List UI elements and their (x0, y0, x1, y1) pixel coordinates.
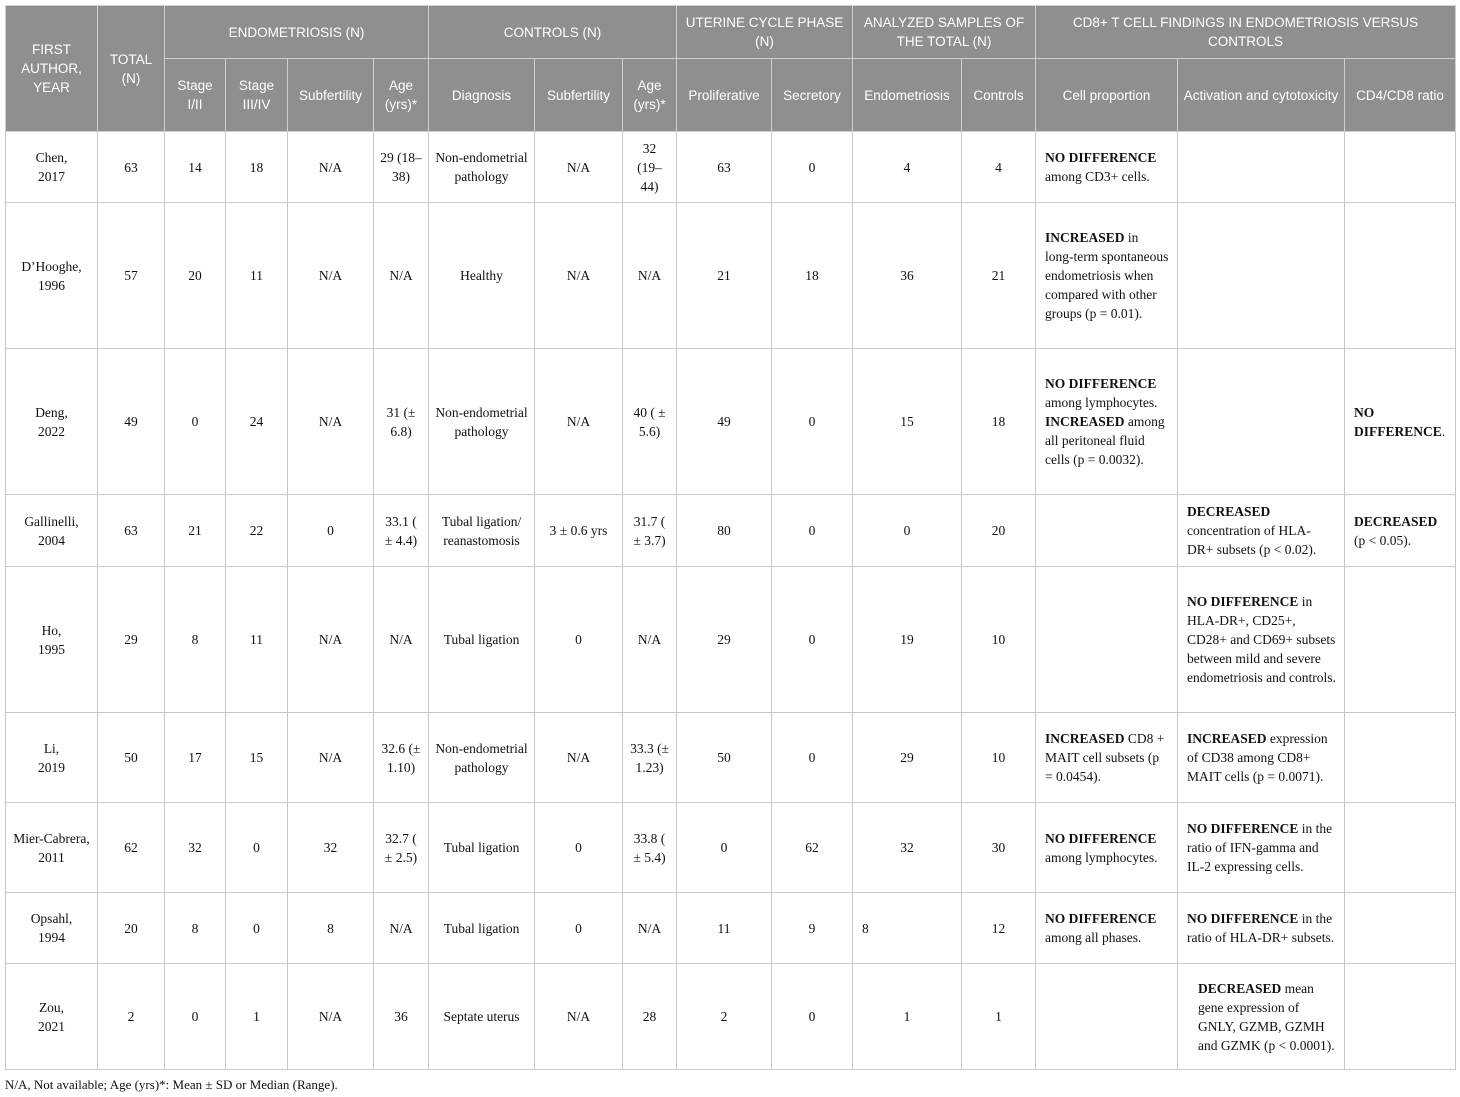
header-controls-subfertility: Subfertility (535, 59, 623, 132)
controls-subfertility-cell: N/A (535, 713, 623, 803)
total-cell: 50 (98, 713, 165, 803)
controls-subfertility-cell: 0 (535, 567, 623, 713)
year: 2004 (38, 532, 65, 548)
cell-proportion-cell (1036, 132, 1178, 203)
stage12-cell: 0 (165, 349, 226, 495)
year: 1996 (38, 277, 65, 293)
secretory-cell: 0 (772, 495, 853, 567)
author-year-cell (6, 349, 98, 495)
analyzed-controls-cell: 1 (962, 964, 1036, 1070)
age-cell: 32.6 (± 1.10) (374, 713, 429, 803)
age-cell: 29 (18–38) (374, 132, 429, 203)
ratio-cell (1345, 495, 1456, 567)
stage12-cell: 14 (165, 132, 226, 203)
finding-text: in the ratio of IFN-gamma and IL-2 expressing cells. (1187, 821, 1333, 874)
finding-text: mean gene expression of GNLY, GZMB, GZMH and GZMK (p < 0.0001). (1198, 980, 1335, 1053)
ratio-cell (1345, 713, 1456, 803)
table-row (6, 203, 1456, 349)
subfertility-cell: 32 (288, 803, 374, 893)
controls-subfertility-cell: N/A (535, 132, 623, 203)
ratio-cell (1345, 803, 1456, 893)
age-cell: 36 (374, 964, 429, 1070)
secretory-cell: 0 (772, 713, 853, 803)
analyzed-controls-cell: 10 (962, 713, 1036, 803)
author: Gallinelli, (24, 513, 79, 529)
proliferative-cell: 11 (677, 893, 772, 964)
author: Mier-Cabrera, (13, 830, 90, 846)
header-secretory: Secretory (772, 59, 853, 132)
finding-keyword: INCREASED (1187, 731, 1267, 746)
header-row-1 (6, 6, 1456, 59)
year: 2019 (38, 759, 65, 775)
stage34-cell: 0 (226, 893, 288, 964)
analyzed-endometriosis-cell: 8 (853, 893, 962, 964)
header-endometriosis: ENDOMETRIOSIS (N) (165, 6, 429, 59)
year: 2017 (38, 169, 65, 184)
year: 2011 (38, 849, 65, 865)
proliferative-cell: 63 (677, 132, 772, 203)
cell-proportion-cell (1036, 349, 1178, 495)
finding-text: in the ratio of HLA-DR+ subsets. (1187, 911, 1335, 945)
finding-text: among CD3+ cells. (1045, 169, 1150, 184)
activation-cell (1178, 713, 1345, 803)
finding-keyword: NO DIFFERENCE (1045, 150, 1157, 165)
header-cd4-cd8-ratio: CD4/CD8 ratio (1345, 59, 1456, 132)
cell-proportion-cell (1036, 495, 1178, 567)
activation-cell (1178, 349, 1345, 495)
author: D’Hooghe, (21, 258, 82, 274)
finding-text: CD8 + MAIT cell subsets (p = 0.0454). (1045, 731, 1165, 784)
total-cell: 2 (98, 964, 165, 1070)
analyzed-controls-cell: 10 (962, 567, 1036, 713)
proliferative-cell: 49 (677, 349, 772, 495)
cell-proportion-cell (1036, 803, 1178, 893)
stage12-cell: 17 (165, 713, 226, 803)
controls-subfertility-cell: N/A (535, 203, 623, 349)
total-cell: 29 (98, 567, 165, 713)
proliferative-cell: 2 (677, 964, 772, 1070)
stage34-cell: 15 (226, 713, 288, 803)
stage34-cell: 1 (226, 964, 288, 1070)
finding-text: (p < 0.05). (1354, 532, 1412, 548)
finding-text: among all peritoneal fluid cells (p = 0.0032). (1045, 414, 1165, 467)
age-cell: 31 (± 6.8) (374, 349, 429, 495)
activation-cell (1178, 132, 1345, 203)
subfertility-cell: 8 (288, 893, 374, 964)
author: Ho, (41, 622, 62, 638)
stage34-cell: 24 (226, 349, 288, 495)
analyzed-endometriosis-cell: 19 (853, 567, 962, 713)
stage34-cell: 18 (226, 132, 288, 203)
analyzed-controls-cell: 4 (962, 132, 1036, 203)
author-year-cell (6, 567, 98, 713)
header-cell-proportion: Cell proportion (1036, 59, 1178, 132)
proliferative-cell: 80 (677, 495, 772, 567)
header-subfertility: Subfertility (288, 59, 374, 132)
author: Zou, (38, 999, 65, 1015)
author-year-cell (6, 495, 98, 567)
total-cell: 62 (98, 803, 165, 893)
total-cell: 49 (98, 349, 165, 495)
year: 1994 (38, 930, 65, 945)
diagnosis-cell: Tubal ligation (429, 803, 535, 893)
cell-proportion-cell (1036, 567, 1178, 713)
header-cycle-phase: UTERINE CYCLE PHASE (N) (677, 6, 853, 59)
controls-age-cell: 31.7 ( ± 3.7) (623, 495, 677, 567)
ratio-cell (1345, 567, 1456, 713)
analyzed-endometriosis-cell: 32 (853, 803, 962, 893)
stage12-cell: 32 (165, 803, 226, 893)
header-author-year: FIRST AUTHOR, YEAR (6, 6, 98, 132)
diagnosis-cell: Septate uterus (429, 964, 535, 1070)
secretory-cell: 9 (772, 893, 853, 964)
author: Li, (43, 740, 60, 756)
finding-text: concentration of HLA-DR+ subsets (p < 0.02). (1187, 523, 1317, 557)
age-cell: N/A (374, 893, 429, 964)
author-year-cell (6, 713, 98, 803)
diagnosis-cell: Tubal ligation (429, 893, 535, 964)
activation-cell (1178, 893, 1345, 964)
author-year-cell (6, 132, 98, 203)
header-proliferative: Proliferative (677, 59, 772, 132)
year: 1995 (38, 641, 65, 657)
diagnosis-cell: Non-endometrial pathology (429, 713, 535, 803)
finding-keyword: NO DIFFERENCE (1045, 830, 1157, 846)
cell-proportion-cell (1036, 203, 1178, 349)
author: Deng, (35, 404, 68, 420)
subfertility-cell: 0 (288, 495, 374, 567)
secretory-cell: 0 (772, 132, 853, 203)
finding-keyword: NO DIFFERENCE (1187, 821, 1299, 836)
proliferative-cell: 50 (677, 713, 772, 803)
finding-keyword: INCREASED (1045, 731, 1125, 746)
ratio-cell (1345, 349, 1456, 495)
subfertility-cell: N/A (288, 349, 374, 495)
controls-age-cell: 40 ( ± 5.6) (623, 349, 677, 495)
activation-cell (1178, 495, 1345, 567)
header-age: Age (yrs)* (374, 59, 429, 132)
analyzed-endometriosis-cell: 15 (853, 349, 962, 495)
finding-text: . (1441, 423, 1446, 439)
analyzed-controls-cell: 18 (962, 349, 1036, 495)
subfertility-cell: N/A (288, 203, 374, 349)
stage34-cell: 11 (226, 567, 288, 713)
ratio-cell (1345, 964, 1456, 1070)
stage12-cell: 0 (165, 964, 226, 1070)
analyzed-endometriosis-cell: 1 (853, 964, 962, 1070)
header-stage-1-2: Stage I/II (165, 59, 226, 132)
diagnosis-cell: Healthy (429, 203, 535, 349)
table-row (6, 567, 1456, 713)
year: 2022 (38, 423, 65, 439)
secretory-cell: 0 (772, 349, 853, 495)
activation-cell (1178, 803, 1345, 893)
controls-subfertility-cell: N/A (535, 349, 623, 495)
secretory-cell: 62 (772, 803, 853, 893)
controls-subfertility-cell: 3 ± 0.6 yrs (535, 495, 623, 567)
controls-subfertility-cell: 0 (535, 803, 623, 893)
finding-text: among lymphocytes. (1045, 395, 1158, 410)
activation-cell (1178, 964, 1345, 1070)
finding-keyword: NO DIFFERENCE (1045, 376, 1157, 391)
cell-proportion-cell (1036, 893, 1178, 964)
finding-keyword: DECREASED (1198, 980, 1282, 996)
subfertility-cell: N/A (288, 132, 374, 203)
cell-proportion-cell (1036, 964, 1178, 1070)
age-cell: N/A (374, 567, 429, 713)
finding-text: among lymphocytes. (1045, 849, 1158, 865)
secretory-cell: 0 (772, 567, 853, 713)
header-controls-age: Age (yrs)* (623, 59, 677, 132)
controls-subfertility-cell: 0 (535, 893, 623, 964)
finding-keyword: INCREASED (1045, 414, 1125, 429)
finding-text: in HLA-DR+, CD25+, CD28+ and CD69+ subsets between mild and severe endometriosis and controls. (1187, 594, 1336, 685)
study-table (5, 5, 1456, 1070)
author-year-cell (6, 964, 98, 1070)
finding-text: among all phases. (1045, 930, 1142, 945)
header-analyzed-samples: ANALYZED SAMPLES OF THE TOTAL (N) (853, 6, 1036, 59)
header-total: TOTAL (N) (98, 6, 165, 132)
finding-keyword: DECREASED (1187, 504, 1271, 519)
age-cell: 33.1 ( ± 4.4) (374, 495, 429, 567)
controls-subfertility-cell: N/A (535, 964, 623, 1070)
subfertility-cell: N/A (288, 567, 374, 713)
table-row (6, 132, 1456, 203)
table-row (6, 964, 1456, 1070)
age-cell: N/A (374, 203, 429, 349)
analyzed-endometriosis-cell: 36 (853, 203, 962, 349)
stage12-cell: 8 (165, 893, 226, 964)
diagnosis-cell: Tubal ligation/ reanastomosis (429, 495, 535, 567)
stage34-cell: 22 (226, 495, 288, 567)
stage12-cell: 20 (165, 203, 226, 349)
finding-keyword: NO DIFFERENCE (1045, 911, 1157, 926)
finding-keyword: INCREASED (1045, 230, 1125, 245)
author-year-cell (6, 893, 98, 964)
finding-keyword: DECREASED (1354, 513, 1438, 529)
table-row (6, 495, 1456, 567)
stage34-cell: 11 (226, 203, 288, 349)
table-row (6, 713, 1456, 803)
total-cell: 63 (98, 132, 165, 203)
header-controls: CONTROLS (N) (429, 6, 677, 59)
finding-text: expression of CD38 among CD8+ MAIT cells (p = 0.0071). (1187, 731, 1328, 784)
header-stage-3-4: Stage III/IV (226, 59, 288, 132)
proliferative-cell: 0 (677, 803, 772, 893)
cell-proportion-cell (1036, 713, 1178, 803)
finding-keyword: NO DIFFERENCE (1187, 594, 1299, 609)
controls-age-cell: 28 (623, 964, 677, 1070)
controls-age-cell: 33.8 ( ± 5.4) (623, 803, 677, 893)
diagnosis-cell: Non-endometrial pathology (429, 132, 535, 203)
controls-age-cell: 32 (19–44) (623, 132, 677, 203)
ratio-cell (1345, 203, 1456, 349)
subfertility-cell: N/A (288, 713, 374, 803)
header-analyzed-endometriosis: Endometriosis (853, 59, 962, 132)
controls-age-cell: N/A (623, 203, 677, 349)
diagnosis-cell: Non-endometrial pathology (429, 349, 535, 495)
year: 2021 (38, 1018, 65, 1034)
controls-age-cell: N/A (623, 567, 677, 713)
analyzed-endometriosis-cell: 4 (853, 132, 962, 203)
ratio-cell (1345, 132, 1456, 203)
stage12-cell: 21 (165, 495, 226, 567)
author-year-cell (6, 803, 98, 893)
diagnosis-cell: Tubal ligation (429, 567, 535, 713)
finding-keyword: NO DIFFERENCE (1187, 911, 1299, 926)
table-row (6, 893, 1456, 964)
total-cell: 63 (98, 495, 165, 567)
controls-age-cell: 33.3 (± 1.23) (623, 713, 677, 803)
finding-keyword: NO DIFFERENCE (1354, 404, 1442, 439)
header-findings: CD8+ T CELL FINDINGS IN ENDOMETRIOSIS VERSUS CONTROLS (1036, 6, 1456, 59)
author: Chen, (35, 150, 68, 165)
analyzed-controls-cell: 21 (962, 203, 1036, 349)
author: Opsahl, (30, 911, 73, 926)
header-diagnosis: Diagnosis (429, 59, 535, 132)
proliferative-cell: 29 (677, 567, 772, 713)
subfertility-cell: N/A (288, 964, 374, 1070)
table-row (6, 349, 1456, 495)
age-cell: 32.7 ( ± 2.5) (374, 803, 429, 893)
ratio-cell (1345, 893, 1456, 964)
author-year-cell (6, 203, 98, 349)
analyzed-controls-cell: 20 (962, 495, 1036, 567)
analyzed-controls-cell: 30 (962, 803, 1036, 893)
analyzed-endometriosis-cell: 29 (853, 713, 962, 803)
table-footnote: N/A, Not available; Age (yrs)*: Mean ± SD or Median (Range). (5, 1077, 338, 1092)
activation-cell (1178, 203, 1345, 349)
analyzed-controls-cell: 12 (962, 893, 1036, 964)
stage12-cell: 8 (165, 567, 226, 713)
header-row-2 (6, 59, 1456, 132)
total-cell: 57 (98, 203, 165, 349)
secretory-cell: 18 (772, 203, 853, 349)
finding-text: in long-term spontaneous endometriosis when compared with other groups (p = 0.01). (1045, 230, 1169, 321)
proliferative-cell: 21 (677, 203, 772, 349)
secretory-cell: 0 (772, 964, 853, 1070)
activation-cell (1178, 567, 1345, 713)
header-activation: Activation and cytotoxicity (1178, 59, 1345, 132)
analyzed-endometriosis-cell: 0 (853, 495, 962, 567)
table-row (6, 803, 1456, 893)
total-cell: 20 (98, 893, 165, 964)
stage34-cell: 0 (226, 803, 288, 893)
controls-age-cell: N/A (623, 893, 677, 964)
header-analyzed-controls: Controls (962, 59, 1036, 132)
